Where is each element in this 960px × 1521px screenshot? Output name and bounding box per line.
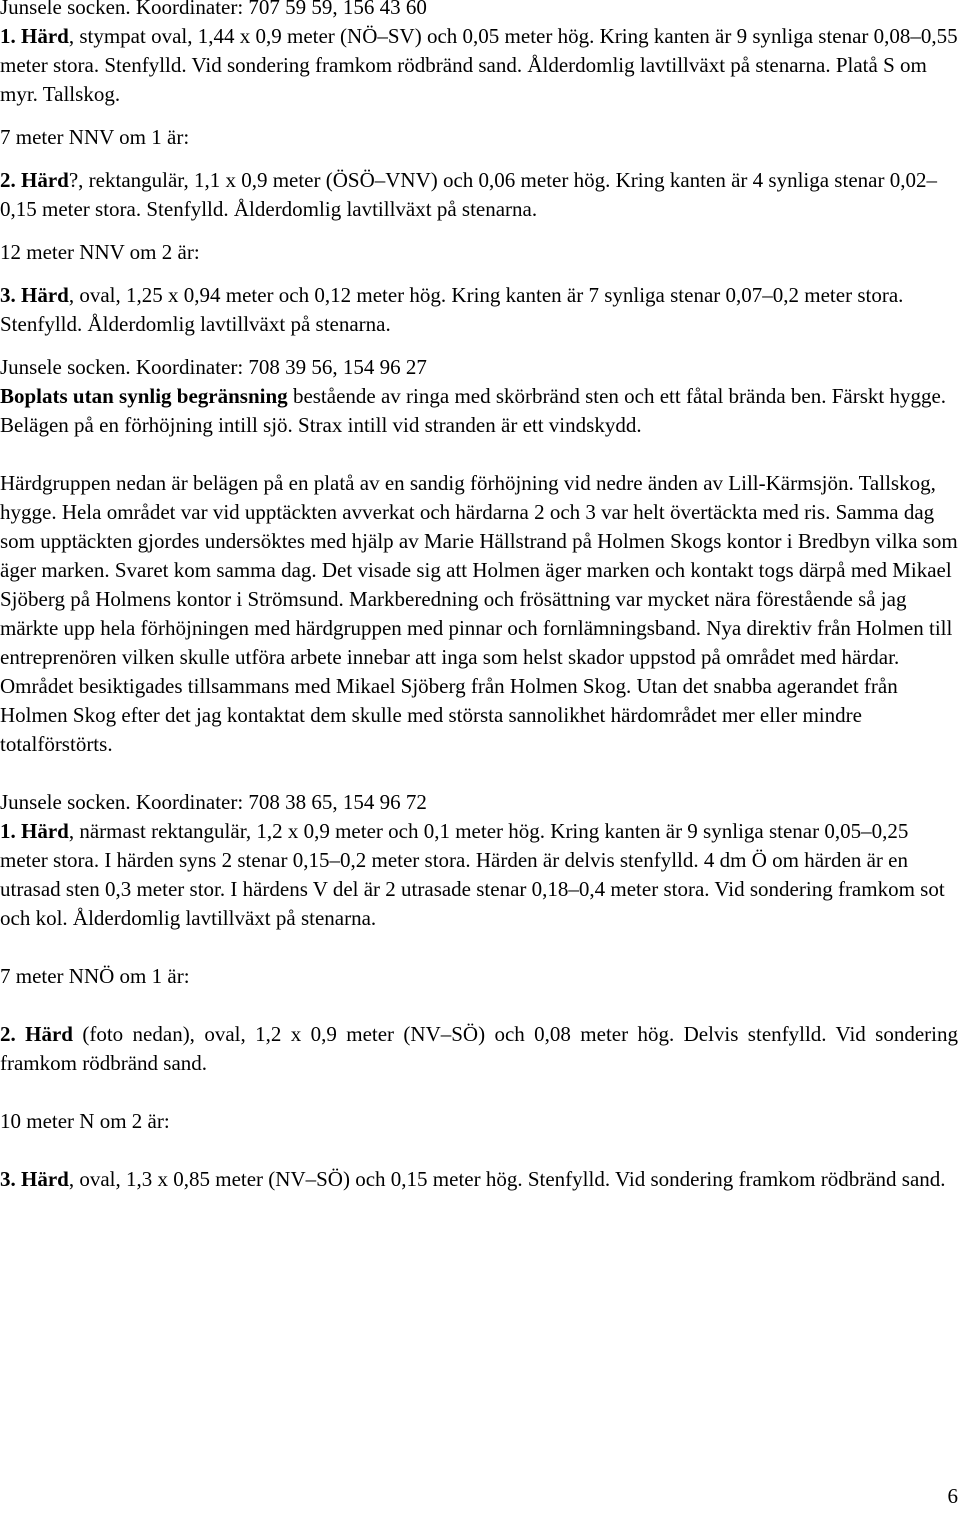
section1-item2 [0,166,958,224]
item-number: 1. Härd [0,819,69,843]
section1-item1 [0,22,958,109]
page-number: 6 [947,1484,958,1508]
section3-loc2: 7 meter NNÖ om 1 är: [0,964,190,988]
section3-item2 [0,1020,958,1078]
item-number: 3. Härd [0,283,69,307]
item-number: 3. Härd [0,1167,69,1191]
item-description: , närmast rektangulär, 1,2 x 0,9 meter och 0,1 meter hög. Kring kanten är 9 synliga stenar 0,05–0,25 meter stora. I härden syns 2 stenar 0,15–0,2 meter stora. Härden är delvis stenfylld. 4 dm Ö om härden är en utrasad sten 0,3 meter stor. I härdens V del är 2 utrasade stenar 0,18–0,4 meter stora. Vid sondering framkom sot och kol. Ålderdomlig lavtillväxt på stenarna. [0,819,945,930]
item-number: 2. Härd [0,168,69,192]
item-description: , stympat oval, 1,44 x 0,9 meter (NÖ–SV) och 0,05 meter hög. Kring kanten är 9 synliga stenar 0,08–0,55 meter stora. Stenfylld. Vid sondering framkom rödbränd sand. Ålderdomlig lavtillväxt på stenarna. Platå S om myr. Tallskog. [0,24,958,106]
section1-header: Junsele socken. Koordinater: 707 59 59, 156 43 60 [0,0,427,19]
item-number: 1. Härd [0,24,69,48]
item-description: ?, rektangulär, 1,1 x 0,9 meter (ÖSÖ–VNV) och 0,06 meter hög. Kring kanten är 4 synliga stenar 0,02–0,15 meter stora. Stenfylld. Ålderdomlig lavtillväxt på stenarna. [0,168,937,221]
section2-boplats [0,382,958,411]
section1-item3 [0,281,958,339]
section1-loc3: 12 meter NNV om 2 är: [0,240,200,264]
section3-loc3: 10 meter N om 2 är: [0,1109,170,1133]
boplats-description: bestående av ringa med skörbränd sten och ett fåtal brända ben. Färskt hygge. [287,384,947,408]
item-description: , oval, 1,3 x 0,85 meter (NV–SÖ) och 0,15 meter hög. Stenfylld. Vid sondering framkom rödbränd sand. [68,1167,946,1191]
section3-item3 [0,1165,958,1194]
section2-header: Junsele socken. Koordinater: 708 39 56, 154 96 27 [0,355,427,379]
item-description: (foto nedan), oval, 1,2 x 0,9 meter (NV–SÖ) och 0,08 meter hög. Delvis stenfylld. Vid sondering framkom rödbränd sand. [0,1022,958,1075]
section3-item1 [0,817,958,933]
section3-header: Junsele socken. Koordinater: 708 38 65, 154 96 72 [0,790,427,814]
item-description: , oval, 1,25 x 0,94 meter och 0,12 meter hög. Kring kanten är 7 synliga stenar 0,07–0,2 meter stora. Stenfylld. Ålderdomlig lavtillväxt på stenarna. [0,283,904,336]
section2-paragraph: Härdgruppen nedan är belägen på en platå av en sandig förhöjning vid nedre änden av Lill-Kärmsjön. Tallskog, hygge. Hela området var vid upptäckten avverkat och härdarna 2 och 3 var helt övertäckta med ris. Samma dag som upptäckten gjordes undersöktes med hjälp av Marie Hällstrand på Holmen Skogs kontor i Bredbyn vilka som äger marken. Svaret kom samma dag. Det visade sig att Holmen äger marken och kontakt togs därpå med Mikael Sjöberg på Holmens kontor i Strömsund. Markberedning och frösättning var mycket nära förestående så jag märkte upp hela förhöjningen med härdgruppen med pinnar och fornlämningsband. Nya direktiv från Holmen till entreprenören vilken skulle utföra arbete innebar att inga som helst skador uppstod på området med härdar. Området besiktigades tillsammans med Mikael Sjöberg från Holmen Skog. Utan det snabba agerandet från Holmen Skog efter det jag kontaktat dem skulle med största sannolikhet härdområdet mer eller mindre totalförstörts. [0,471,958,756]
boplats-title: Boplats utan synlig begränsning [0,384,288,408]
section2-location: Belägen på en förhöjning intill sjö. Strax intill vid stranden är ett vindskydd. [0,413,642,437]
item-number: 2. Härd [0,1022,73,1046]
section1-loc2: 7 meter NNV om 1 är: [0,125,190,149]
